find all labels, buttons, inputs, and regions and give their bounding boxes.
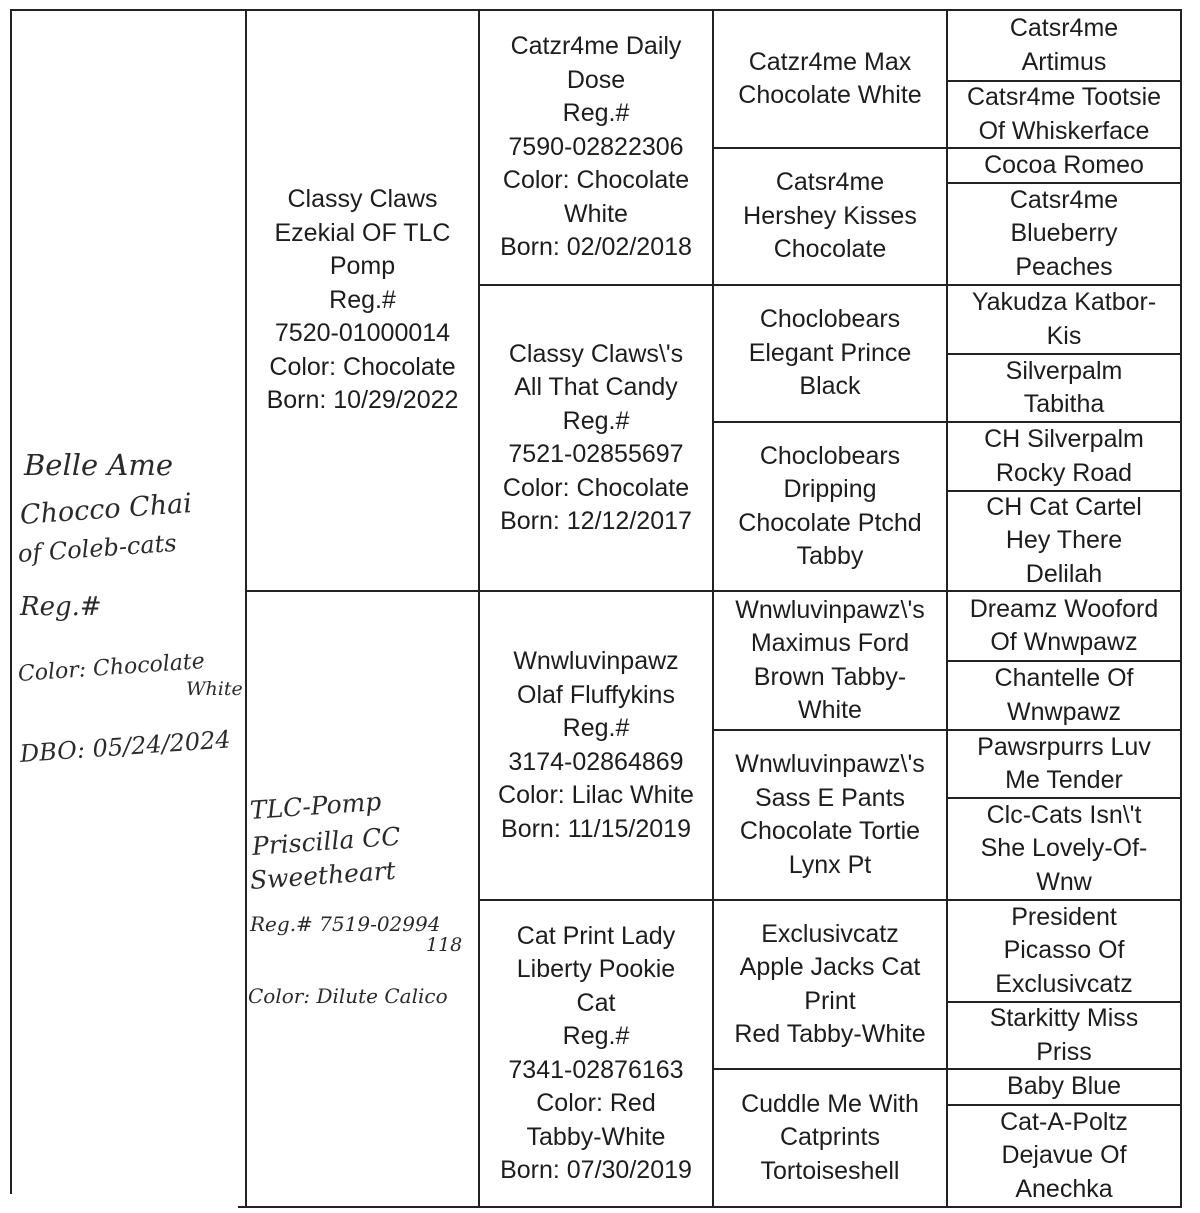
dam-name-line-1: TLC-Pomp: [248, 786, 383, 825]
subject-name-line-1: Belle Ame: [24, 448, 174, 482]
subject-name-line-3: of Coleb-cats: [17, 528, 178, 568]
dam-name-line-2: Priscilla CC: [250, 821, 402, 861]
right-border: [1180, 9, 1182, 1208]
gen3-cell-5: Wnwluvinpawz\'s Maximus Ford Brown Tabby- White: [735, 595, 925, 724]
bottom-border: [238, 1206, 1182, 1208]
gen4-cell-13: President Picasso Of Exclusivcatz: [995, 902, 1133, 998]
gen3-cell-4: Choclobears Dripping Chocolate Ptchd Tabby: [738, 441, 922, 570]
gen4-cell-2: Catsr4me Tootsie Of Whiskerface: [966, 83, 1162, 145]
dam-reg-suffix: 118: [426, 934, 463, 956]
gen4-cell-5: Yakudza Katbor- Kis: [971, 288, 1157, 350]
gen4-cell-1: Catsr4me Artimus: [1009, 14, 1119, 76]
subject-name-line-2: Chocco Chai: [18, 488, 193, 531]
gen4-cell-12: Clc-Cats Isn\'t She Lovely-Of- Wnw: [980, 800, 1148, 896]
gen3-cell-2: Catsr4me Hershey Kisses Chocolate: [743, 168, 917, 264]
gen3-cell-7: Exclusivcatz Apple Jacks Cat Print Red Tabby-White: [734, 919, 926, 1048]
gen3-cell-6: Wnwluvinpawz\'s Sass E Pants Chocolate Tortie Lynx Pt: [735, 750, 925, 879]
gen2-cell-4: Cat Print Lady Liberty Pookie Cat Reg.# 7341-02876163 Color: Red Tabby-White Born: 07/30/2019: [500, 921, 692, 1184]
gen4-cell-9: Dreamz Wooford Of Wnwpawz: [969, 594, 1159, 656]
subject-color-suffix: White: [186, 678, 243, 700]
gen4-cell-11: Pawsrpurrs Luv Me Tender: [977, 732, 1151, 794]
gen4-cell-15: Baby Blue: [1007, 1072, 1121, 1101]
gen4-cell-4: Catsr4me Blueberry Peaches: [1009, 185, 1119, 281]
gen2-cell-1: Catzr4me Daily Dose Reg.# 7590-02822306 Color: Chocolate White Born: 02/02/2018: [500, 32, 692, 262]
gen2-cell-3: Wnwluvinpawz Olaf Fluffykins Reg.# 3174-02864869 Color: Lilac White Born: 11/15/2019: [498, 647, 694, 843]
subject-reg: Reg.#: [20, 592, 102, 622]
gen3-cell-1: Catzr4me Max Chocolate White: [738, 47, 922, 109]
subject-dob: DBO: 05/24/2024: [19, 725, 232, 768]
gen4-cell-3: Cocoa Romeo: [984, 150, 1144, 179]
gen3-cell-8: Cuddle Me With Catprints Tortoiseshell: [741, 1089, 919, 1185]
gen2-cell-2: Classy Claws\'s All That Candy Reg.# 7521-02855697 Color: Chocolate Born: 12/12/2017: [500, 339, 692, 535]
gen4-cell-16: Cat-A-Poltz Dejavue Of Anechka: [1000, 1107, 1128, 1203]
dam-color: Color: Dilute Calico: [248, 984, 448, 1008]
gen4-cell-14: Starkitty Miss Priss: [989, 1004, 1139, 1066]
gen4-cell-6: Silverpalm Tabitha: [1005, 356, 1123, 418]
dam-name-line-3: Sweetheart: [248, 855, 397, 895]
gen4-cell-8: CH Cat Cartel Hey There Delilah: [986, 492, 1142, 588]
left-border: [10, 9, 12, 1194]
gen3-cell-3: Choclobears Elegant Prince Black: [748, 305, 912, 401]
sire-cell: Classy Claws Ezekial OF TLC Pomp Reg.# 7520-01000014 Color: Chocolate Born: 10/29/2022: [266, 185, 459, 415]
dam-reg: Reg.# 7519-02994: [250, 912, 441, 936]
gen4-cell-7: CH Silverpalm Rocky Road: [984, 425, 1144, 487]
subject-color: Color: Chocolate: [17, 648, 206, 687]
gen4-cell-10: Chantelle Of Wnwpawz: [994, 664, 1134, 726]
